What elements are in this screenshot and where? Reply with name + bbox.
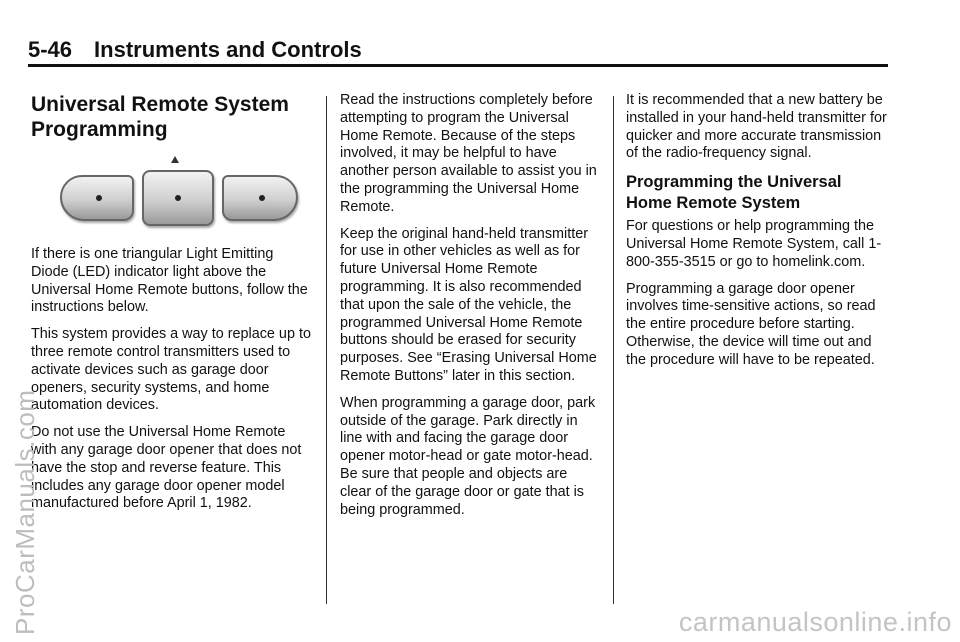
button-dot-icon <box>259 195 265 201</box>
paragraph: It is recommended that a new battery be installed in your hand-held transmitter for quicker and more accurate transmission of the radio-frequency signal. <box>626 92 887 162</box>
paragraph: For questions or help programming the Universal Home Remote System, call 1-800-355-3515 or go to homelink.com. <box>626 218 882 270</box>
button-dot-icon <box>96 195 102 201</box>
paragraph: When programming a garage door, park outside of the garage. Park directly in line with and facing the garage door opener motor-head or gate motor-head. Be sure that people and objects are clear of the garage door or gate that is being programmed. <box>340 394 596 518</box>
paragraph: Programming a garage door opener involves time-sensitive actions, so read the entire procedure before starting. Otherwise, the device will time out and the procedure will have to be repeated. <box>626 280 876 368</box>
remote-button-3 <box>222 175 298 221</box>
side-watermark: ProCarManuals.com <box>10 389 40 635</box>
subsection-title: Programming the Universal Home Remote System <box>626 173 842 213</box>
column-2 <box>340 92 602 528</box>
column-3 <box>626 92 891 379</box>
bottom-watermark: carmanualsonline.info <box>678 607 952 637</box>
page-number: 5-46 <box>28 37 73 62</box>
paragraph: Read the instructions completely before attempting to program the Universal Home Remote. Because of the steps involved, it may be helpful to have another person available to assist you in the programming the Universal Home Remote. <box>340 92 597 215</box>
page-header <box>28 36 888 68</box>
chapter-title: Instruments and Controls <box>94 37 362 62</box>
paragraph: This system provides a way to replace up to three remote control transmitters used to activate devices such as garage door openers, security systems, and home automation devices. <box>31 326 311 414</box>
header-rule <box>28 64 888 67</box>
header-text <box>28 36 888 64</box>
remote-button-1 <box>60 175 134 221</box>
led-indicator-icon <box>171 156 179 163</box>
section-title: Universal Remote System Programming <box>31 93 289 141</box>
remote-buttons-figure <box>31 146 314 246</box>
remote-button-2 <box>142 170 214 226</box>
paragraph: Keep the original hand-held transmitter for use in other vehicles as well as for future Universal Home Remote programming. It is also recommended that upon the sale of the vehicle, the programmed Universal Home Remote buttons should be erased for security purposes. See “Erasing Universal Home Remote Buttons” later in this section. <box>340 225 597 384</box>
button-dot-icon <box>175 195 181 201</box>
column-divider-1 <box>326 96 327 604</box>
column-1 <box>31 92 314 522</box>
paragraph: If there is one triangular Light Emitting Diode (LED) indicator light above the Universal Home Remote buttons, follow the instructions below. <box>31 246 308 316</box>
paragraph: Do not use the Universal Home Remote with any garage door opener that does not have the stop and reverse feature. This includes any garage door opener model manufactured before April 1, 1982. <box>31 424 302 512</box>
column-divider-2 <box>613 96 614 604</box>
